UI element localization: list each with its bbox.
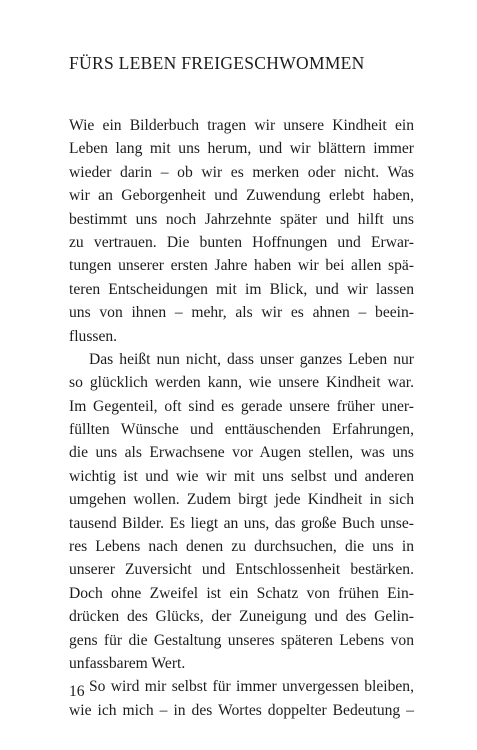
text-line: unserer Zuversicht und Entschlossenheit bestärken. <box>69 561 414 579</box>
body-text <box>69 114 414 722</box>
text-line: die uns als Erwachsene vor Augen stellen, was uns <box>69 444 414 462</box>
text-line: bestimmt uns noch Jahrzehnte später und hilft uns <box>69 210 414 228</box>
text-line: wichtig ist und wie wir mit uns selbst und anderen <box>69 467 414 485</box>
text-line: gens für die Gestaltung unseres späteren Lebens von <box>69 631 414 649</box>
text-line: so glücklich werden kann, wie unsere Kindheit war. <box>69 374 414 392</box>
text-line: tausend Bilder. Es liegt an uns, das große Buch unse- <box>69 514 414 532</box>
running-title: FÜRS LEBEN FREIGESCHWOMMEN <box>69 53 365 73</box>
text-line: So wird mir selbst für immer unvergessen bleiben, <box>89 678 414 696</box>
text-line: Das heißt nun nicht, dass unser ganzes Leben nur <box>89 350 414 368</box>
text-line: umgehen wollen. Zudem birgt jede Kindheit in sich <box>69 491 414 509</box>
text-line: drücken des Glücks, der Zuneigung und des Gelin- <box>69 608 414 626</box>
text-line: füllten Wünsche und enttäuschenden Erfahrungen, <box>69 421 414 439</box>
text-line: teren Entscheidungen mit im Blick, und wir lassen <box>69 280 414 298</box>
text-line: zu vertrauen. Die bunten Hoffnungen und Erwar- <box>69 233 414 251</box>
text-line: Wie ein Bilderbuch tragen wir unsere Kindheit ein <box>69 117 414 134</box>
text-line: wir an Geborgenheit und Zuwendung erlebt haben, <box>69 187 414 205</box>
page-number: 16 <box>69 683 85 700</box>
text-line: wieder darin – ob wir es merken oder nicht. Was <box>69 163 414 181</box>
text-line: flussen. <box>69 327 118 345</box>
text-line: res Lebens nach denen zu durchsuchen, die uns in <box>69 538 414 556</box>
text-line: unfassbarem Wert. <box>69 654 186 672</box>
text-line: Im Gegenteil, oft sind es gerade unsere früher uner- <box>69 397 414 415</box>
text-line: tungen unserer ersten Jahre haben wir bei allen spä- <box>69 257 414 275</box>
text-line: Leben lang mit uns herum, und wir blättern immer <box>69 140 414 158</box>
text-line: wie ich mich – in des Wortes doppelter Bedeutung – <box>69 701 414 719</box>
text-line: uns von ihnen – mehr, als wir es ahnen – beein- <box>69 304 414 322</box>
text-line: Doch ohne Zweifel ist ein Schatz von frühen Ein- <box>69 584 414 602</box>
